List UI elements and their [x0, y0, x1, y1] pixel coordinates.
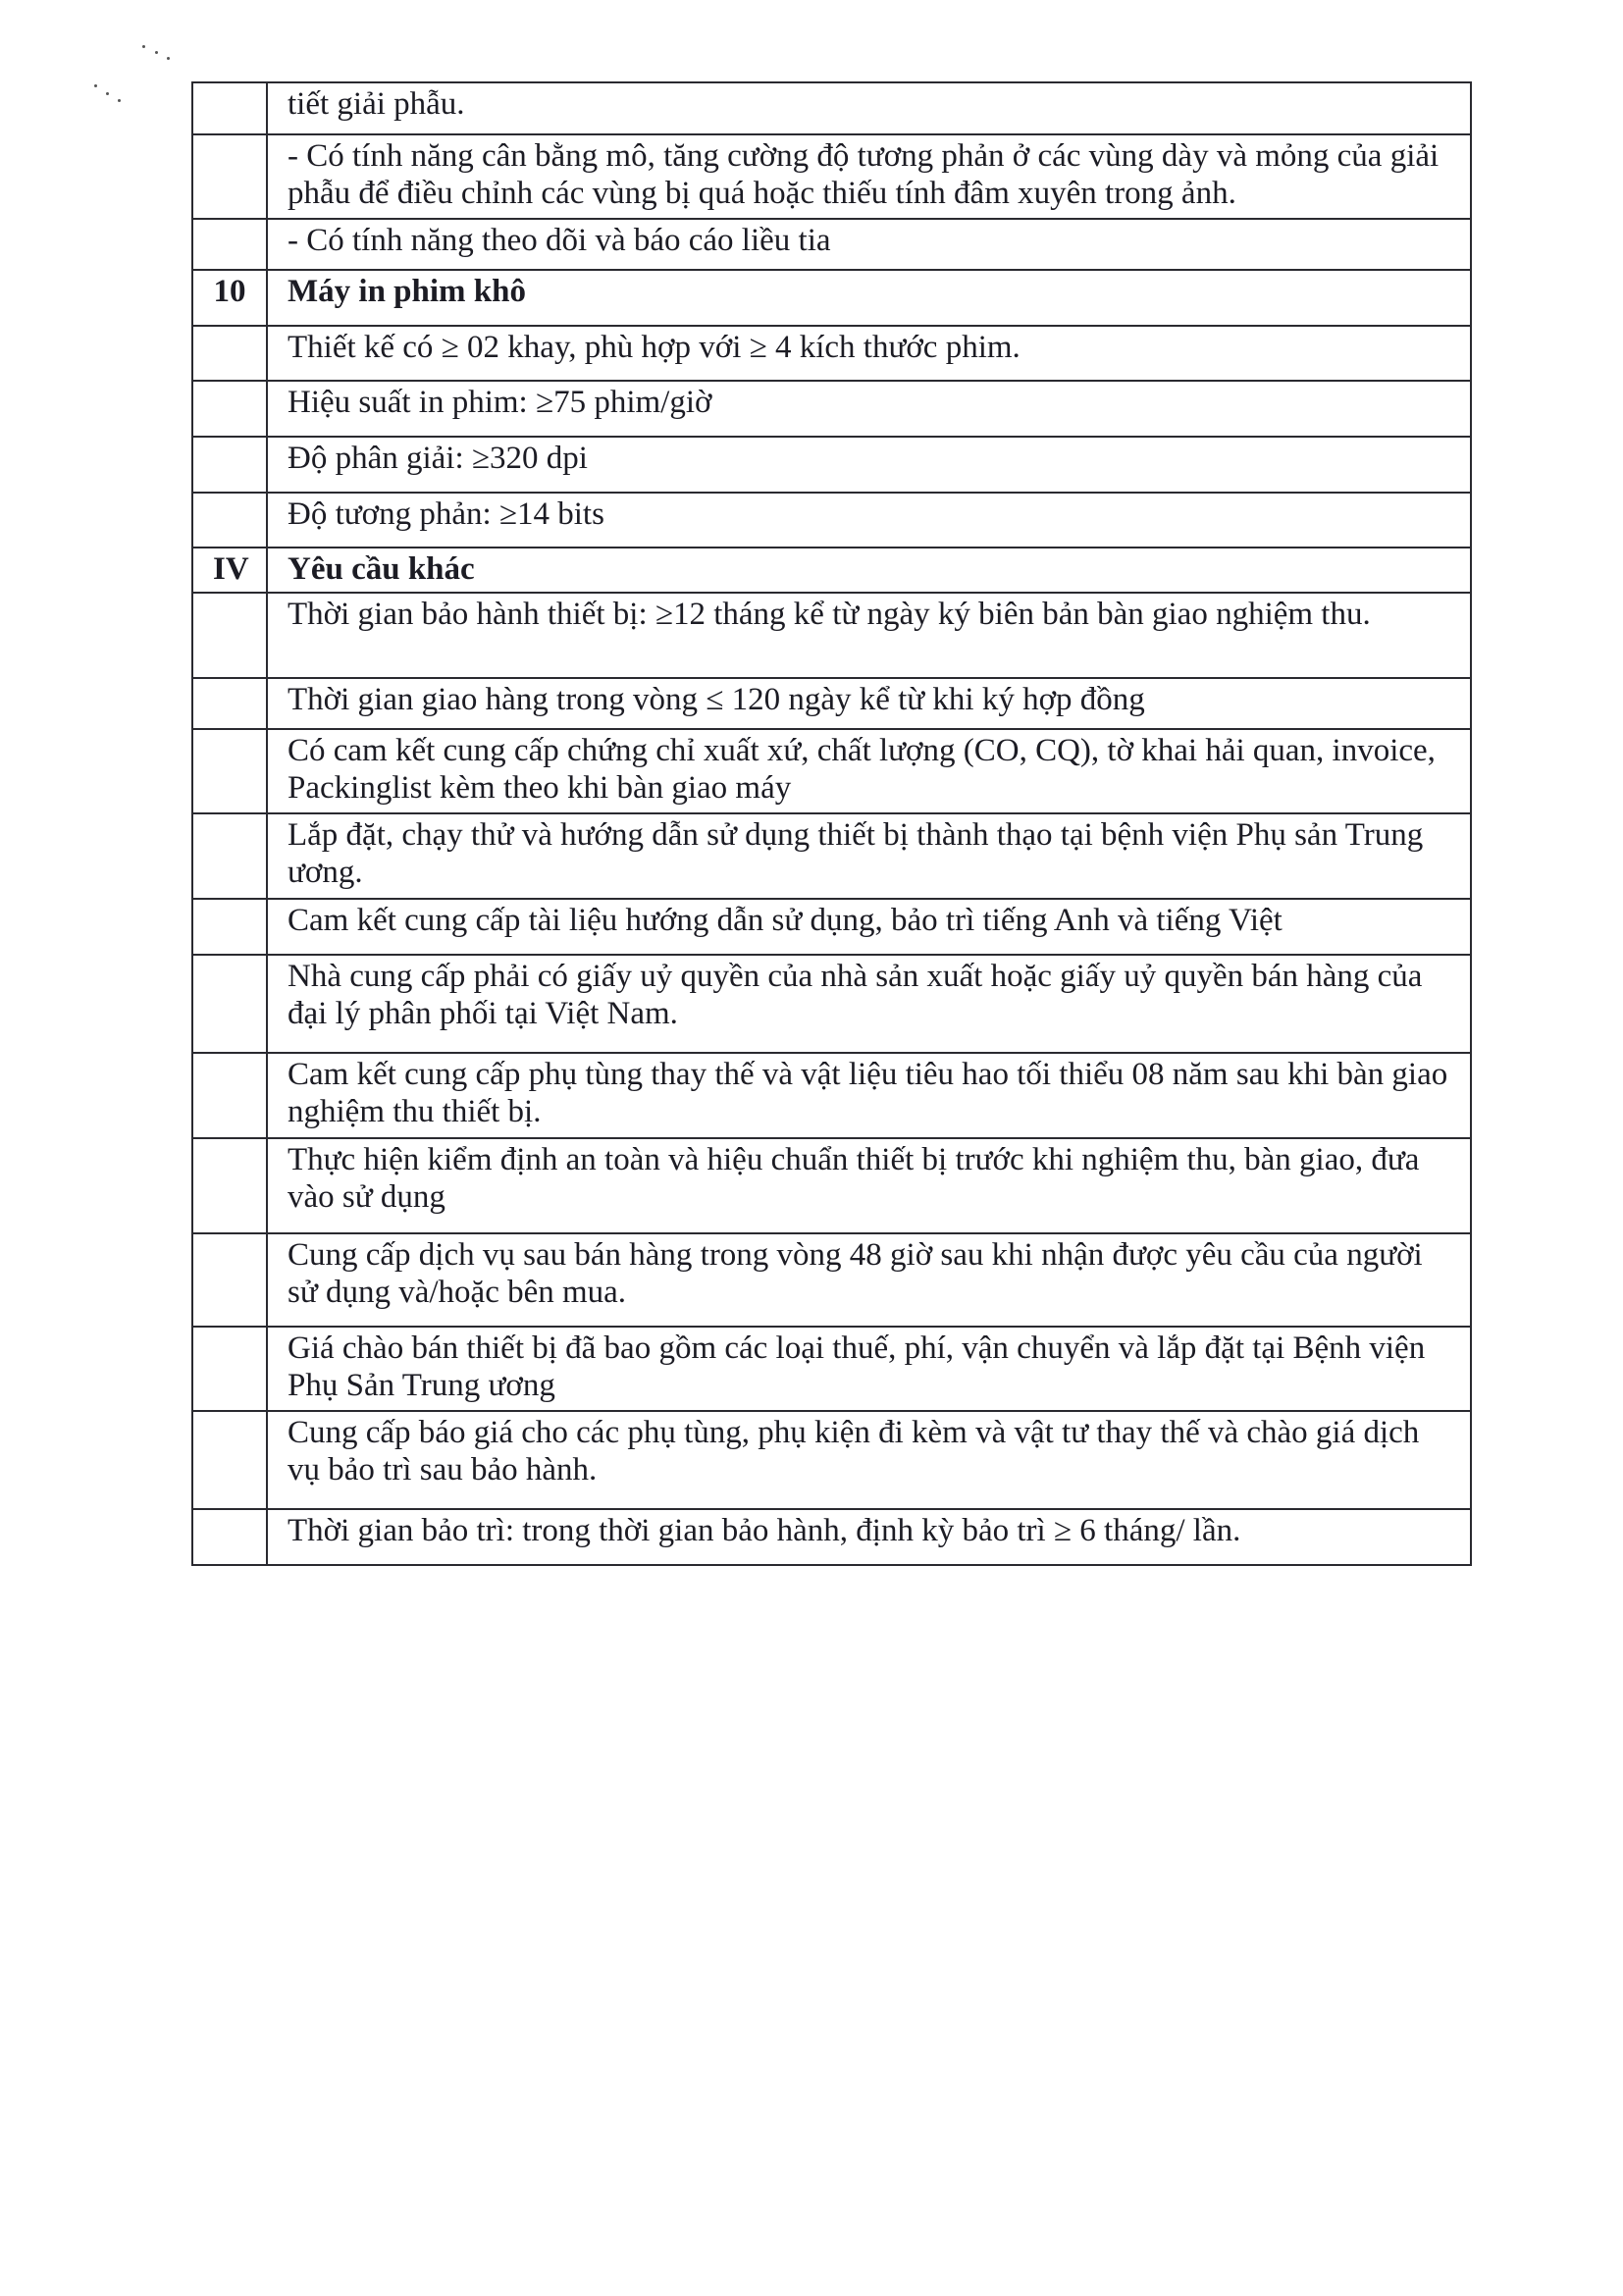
row-number-cell	[192, 1053, 267, 1138]
table-row	[192, 82, 1471, 134]
table-row	[192, 1053, 1471, 1138]
requirement-cell: Độ phân giải: ≥320 dpi	[267, 437, 1471, 493]
table-row	[192, 955, 1471, 1053]
table-row	[192, 219, 1471, 270]
specification-table	[191, 81, 1472, 1566]
specification-table-body	[192, 82, 1471, 1565]
table-row	[192, 1138, 1471, 1233]
row-number-cell	[192, 729, 267, 813]
section-heading-cell: Máy in phim khô	[267, 270, 1471, 326]
requirement-cell: Giá chào bán thiết bị đã bao gồm các loại thuế, phí, vận chuyển và lắp đặt tại Bệnh viện Phụ Sản Trung ương	[267, 1327, 1471, 1411]
section-heading-cell: Yêu cầu khác	[267, 548, 1471, 593]
table-row	[192, 1509, 1471, 1565]
table-row	[192, 678, 1471, 729]
row-number-cell	[192, 437, 267, 493]
requirement-cell: Nhà cung cấp phải có giấy uỷ quyền của nhà sản xuất hoặc giấy uỷ quyền bán hàng của đại lý phân phối tại Việt Nam.	[267, 955, 1471, 1053]
requirement-cell: Cung cấp báo giá cho các phụ tùng, phụ kiện đi kèm và vật tư thay thế và chào giá dịch vụ bảo trì sau bảo hành.	[267, 1411, 1471, 1509]
row-number-cell	[192, 1138, 267, 1233]
requirement-cell: Cung cấp dịch vụ sau bán hàng trong vòng 48 giờ sau khi nhận được yêu cầu của người sử dụng và/hoặc bên mua.	[267, 1233, 1471, 1327]
row-number-cell	[192, 1233, 267, 1327]
row-number-cell	[192, 493, 267, 548]
table-row	[192, 1327, 1471, 1411]
table-row	[192, 813, 1471, 899]
requirement-cell: Lắp đặt, chạy thử và hướng dẫn sử dụng thiết bị thành thạo tại bệnh viện Phụ sản Trung ương.	[267, 813, 1471, 899]
table-row	[192, 326, 1471, 381]
table-row	[192, 593, 1471, 678]
table-row	[192, 381, 1471, 437]
table-row	[192, 437, 1471, 493]
row-number-cell: IV	[192, 548, 267, 593]
table-row	[192, 899, 1471, 955]
table-row	[192, 493, 1471, 548]
row-number-cell	[192, 134, 267, 219]
row-number-cell	[192, 1509, 267, 1565]
requirement-cell: - Có tính năng cân bằng mô, tăng cường độ tương phản ở các vùng dày và mỏng của giải phẫu để điều chỉnh các vùng bị quá hoặc thiếu tính đâm xuyên trong ảnh.	[267, 134, 1471, 219]
row-number-cell	[192, 326, 267, 381]
row-number-cell	[192, 219, 267, 270]
row-number-cell	[192, 813, 267, 899]
requirement-cell: Độ tương phản: ≥14 bits	[267, 493, 1471, 548]
requirement-cell: Cam kết cung cấp tài liệu hướng dẫn sử dụng, bảo trì tiếng Anh và tiếng Việt	[267, 899, 1471, 955]
table-row	[192, 1411, 1471, 1509]
row-number-cell	[192, 1411, 267, 1509]
requirement-cell: Thời gian bảo trì: trong thời gian bảo hành, định kỳ bảo trì ≥ 6 tháng/ lần.	[267, 1509, 1471, 1565]
requirement-cell: Thời gian giao hàng trong vòng ≤ 120 ngày kể từ khi ký hợp đồng	[267, 678, 1471, 729]
row-number-cell: 10	[192, 270, 267, 326]
row-number-cell	[192, 381, 267, 437]
table-row	[192, 270, 1471, 326]
requirement-cell: Thời gian bảo hành thiết bị: ≥12 tháng kể từ ngày ký biên bản bàn giao nghiệm thu.	[267, 593, 1471, 678]
row-number-cell	[192, 82, 267, 134]
requirement-cell: Có cam kết cung cấp chứng chỉ xuất xứ, chất lượng (CO, CQ), tờ khai hải quan, invoice, Packinglist kèm theo khi bàn giao máy	[267, 729, 1471, 813]
requirement-cell: Thực hiện kiểm định an toàn và hiệu chuẩn thiết bị trước khi nghiệm thu, bàn giao, đưa vào sử dụng	[267, 1138, 1471, 1233]
row-number-cell	[192, 899, 267, 955]
table-row	[192, 134, 1471, 219]
table-row	[192, 548, 1471, 593]
requirement-cell: Cam kết cung cấp phụ tùng thay thế và vật liệu tiêu hao tối thiểu 08 năm sau khi bàn giao nghiệm thu thiết bị.	[267, 1053, 1471, 1138]
requirement-cell: Hiệu suất in phim: ≥75 phim/giờ	[267, 381, 1471, 437]
table-row	[192, 1233, 1471, 1327]
requirement-cell: - Có tính năng theo dõi và báo cáo liều tia	[267, 219, 1471, 270]
requirement-cell: Thiết kế có ≥ 02 khay, phù hợp với ≥ 4 kích thước phim.	[267, 326, 1471, 381]
table-row	[192, 729, 1471, 813]
row-number-cell	[192, 593, 267, 678]
row-number-cell	[192, 955, 267, 1053]
row-number-cell	[192, 678, 267, 729]
row-number-cell	[192, 1327, 267, 1411]
requirement-cell: tiết giải phẫu.	[267, 82, 1471, 134]
